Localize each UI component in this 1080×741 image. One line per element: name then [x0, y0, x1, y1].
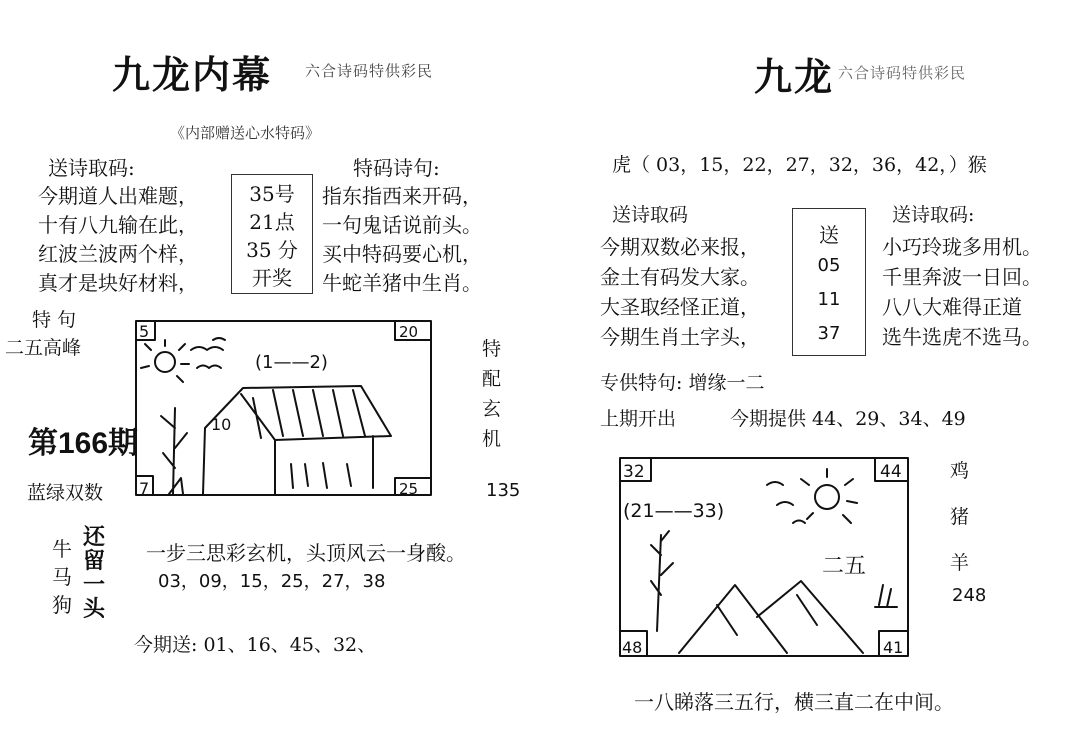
provide-line: 今期提供 44、29、34、49	[730, 408, 966, 430]
bird-strokes	[767, 482, 805, 523]
sketch-label-br: 25	[399, 480, 419, 498]
side-char: 羊	[950, 552, 970, 574]
left-sketch	[133, 318, 438, 498]
poem-line: 指东指西来开码，	[322, 184, 482, 208]
poem-right-lines	[322, 182, 482, 298]
box-line: 11	[817, 289, 841, 310]
poem-line: 大圣取经怪正道，	[600, 295, 760, 319]
right-side-chars	[950, 448, 969, 586]
side-char: 特	[482, 338, 502, 360]
poem-line: 今期生肖土字头，	[600, 325, 760, 349]
sketch-label-tl: 32	[623, 462, 645, 482]
side-char: 玄	[482, 398, 502, 420]
r-poem-left-header: 送诗取码	[612, 204, 689, 226]
left-side-number: 135	[486, 480, 521, 501]
poem-line: 选牛选虎不选马。	[882, 325, 1042, 349]
box-line: 开奖	[252, 266, 292, 290]
lan-lv-label: 蓝绿双数	[27, 482, 104, 504]
tiger-line: 虎（ 03，15，22，27，32，36，42，）猴	[612, 154, 987, 176]
bracket-note: 《内部赠送心水特码》	[170, 124, 321, 142]
sketch-arrow-label: (21——33)	[623, 500, 725, 522]
side-char: 机	[482, 428, 502, 450]
sketch-label-tr: 20	[399, 323, 419, 341]
mountain-drawing	[679, 581, 863, 653]
huan-char: 一	[83, 572, 106, 598]
special-line: 专供特句: 增缘一二	[600, 372, 765, 394]
last-open: 上期开出	[600, 408, 677, 430]
issue-number: 第166期	[28, 427, 139, 460]
sun-drawing	[815, 485, 839, 509]
box-line: 05	[817, 255, 841, 276]
grass-strokes	[875, 585, 897, 607]
te-ju-label: 特 句	[32, 309, 77, 331]
huan-char: 还	[83, 524, 106, 550]
animal-char: 狗	[52, 593, 72, 617]
poem-line: 红波兰波两个样，	[38, 242, 198, 266]
plant-drawing	[651, 531, 673, 631]
poem-left-header: 送诗取码:	[48, 156, 135, 180]
bird-strokes	[191, 338, 225, 368]
huan-char: 头	[83, 596, 106, 622]
right-side-number: 248	[952, 585, 987, 606]
r-poem-left-lines	[600, 232, 760, 352]
box-line: 37	[817, 323, 841, 344]
sun-drawing	[155, 352, 175, 372]
tree-drawing	[161, 408, 187, 494]
poem-line: 金土有码发大家。	[600, 265, 760, 289]
number-list: 03，09，15，25，27，38	[158, 571, 386, 592]
slogan: 一步三思彩玄机，头顶风云一身酸。	[146, 541, 466, 565]
poem-line: 小巧玲珑多用机。	[882, 235, 1042, 259]
left-subtitle: 六合诗码特供彩民	[305, 62, 434, 80]
right-title: 九龙	[754, 54, 835, 99]
right-subtitle: 六合诗码特供彩民	[838, 64, 967, 82]
box-line: 35号	[249, 182, 295, 206]
window-strokes	[291, 463, 351, 488]
sketch-label-tr: 44	[880, 462, 902, 482]
r-poem-right-lines	[882, 232, 1042, 352]
huan-liu-column	[83, 525, 105, 621]
poem-line: 千里奔波一日回。	[882, 265, 1042, 289]
poem-line: 八八大难得正道	[882, 295, 1022, 319]
sketch-label-tl: 5	[139, 322, 150, 341]
sketch-label-br: 41	[883, 638, 904, 657]
draw-time-box	[231, 174, 313, 294]
send-box	[792, 208, 866, 356]
left-side-chars	[482, 334, 501, 454]
left-title: 九龙内幕	[112, 52, 273, 97]
animal-column	[52, 535, 72, 619]
poem-line: 真才是块好材料，	[38, 271, 198, 295]
sun-rays	[141, 340, 189, 382]
side-char: 猪	[950, 506, 970, 528]
r-poem-right-header: 送诗取码:	[892, 204, 975, 226]
poem-line: 十有八九输在此，	[38, 213, 198, 237]
poem-line: 今期道人出难题，	[38, 184, 198, 208]
poem-line: 买中特码要心机，	[322, 242, 482, 266]
sketch-arrow-label: (1——2)	[255, 352, 328, 373]
sun-rays	[801, 469, 857, 523]
footer-line: 一八睇落三五行，横三直二在中间。	[634, 690, 954, 714]
huan-char: 留	[83, 548, 106, 574]
box-line: 35 分	[246, 238, 298, 262]
poem-line: 牛蛇羊猪中生肖。	[322, 271, 482, 295]
box-line: 送	[819, 223, 839, 247]
sketch-label-bl: 48	[622, 638, 643, 657]
sketch-ten-label: 10	[211, 415, 232, 434]
poem-left-lines	[38, 182, 198, 298]
poem-line: 一句鬼话说前头。	[322, 213, 482, 237]
sketch-frame	[136, 321, 431, 495]
side-char: 配	[482, 368, 502, 390]
er-wu-label: 二五高峰	[5, 337, 82, 359]
sketch-label-bl: 7	[139, 479, 150, 498]
side-char: 鸡	[950, 460, 970, 482]
box-line: 21点	[249, 210, 295, 234]
animal-char: 牛	[52, 537, 72, 561]
right-sketch	[617, 455, 912, 660]
sketch-mid-label: 二五	[822, 554, 867, 579]
poem-line: 今期双数必来报，	[600, 235, 760, 259]
animal-char: 马	[52, 565, 72, 589]
poem-right-header: 特码诗句:	[353, 156, 440, 180]
house-drawing	[203, 386, 391, 494]
jin-qi-song: 今期送: 01、16、45、32、	[134, 634, 377, 656]
